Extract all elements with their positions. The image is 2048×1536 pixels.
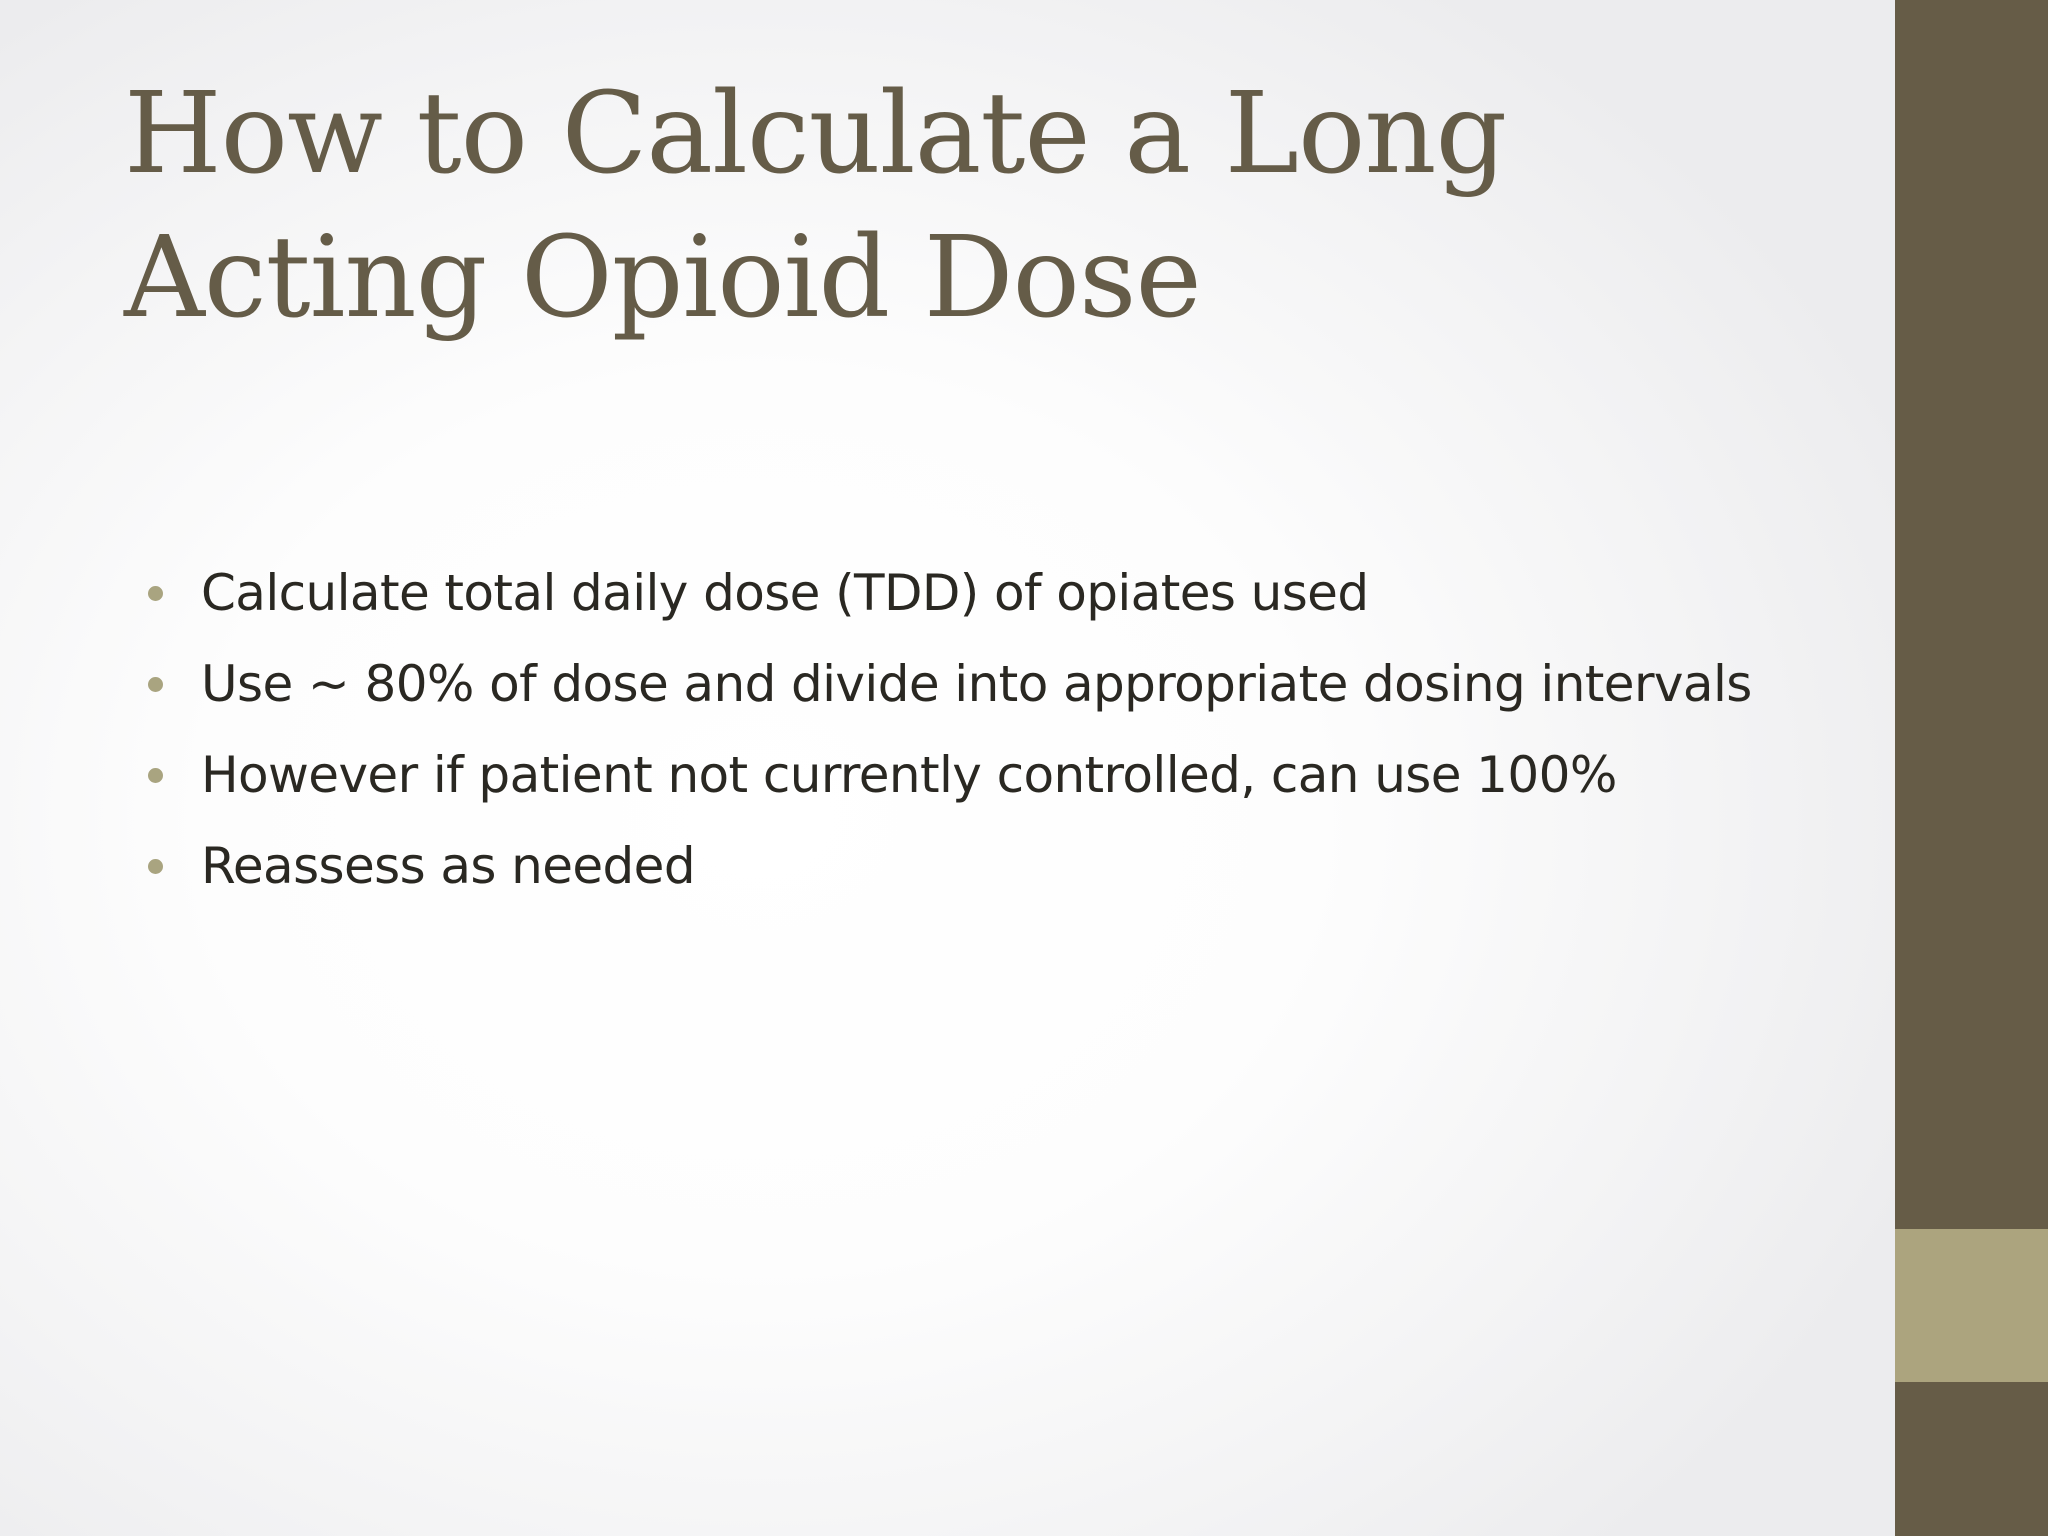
bullet-text: Reassess as needed [201, 837, 695, 895]
slide-title: How to Calculate a Long Acting Opioid Dose [124, 69, 1507, 343]
bullet-list [148, 548, 1888, 912]
bullet-text: However if patient not currently controlled, can use 100% [201, 746, 1617, 804]
bullet-icon [148, 586, 163, 601]
side-decoration-accent [1895, 1229, 2048, 1382]
bullet-text: Use ~ 80% of dose and divide into appropriate dosing intervals [201, 655, 1752, 713]
list-item [148, 730, 1888, 821]
list-item [148, 639, 1888, 730]
list-item [148, 821, 1888, 912]
bullet-icon [148, 768, 163, 783]
list-item [148, 548, 1888, 639]
bullet-icon [148, 859, 163, 874]
bullet-icon [148, 677, 163, 692]
bullet-text: Calculate total daily dose (TDD) of opiates used [201, 564, 1369, 622]
